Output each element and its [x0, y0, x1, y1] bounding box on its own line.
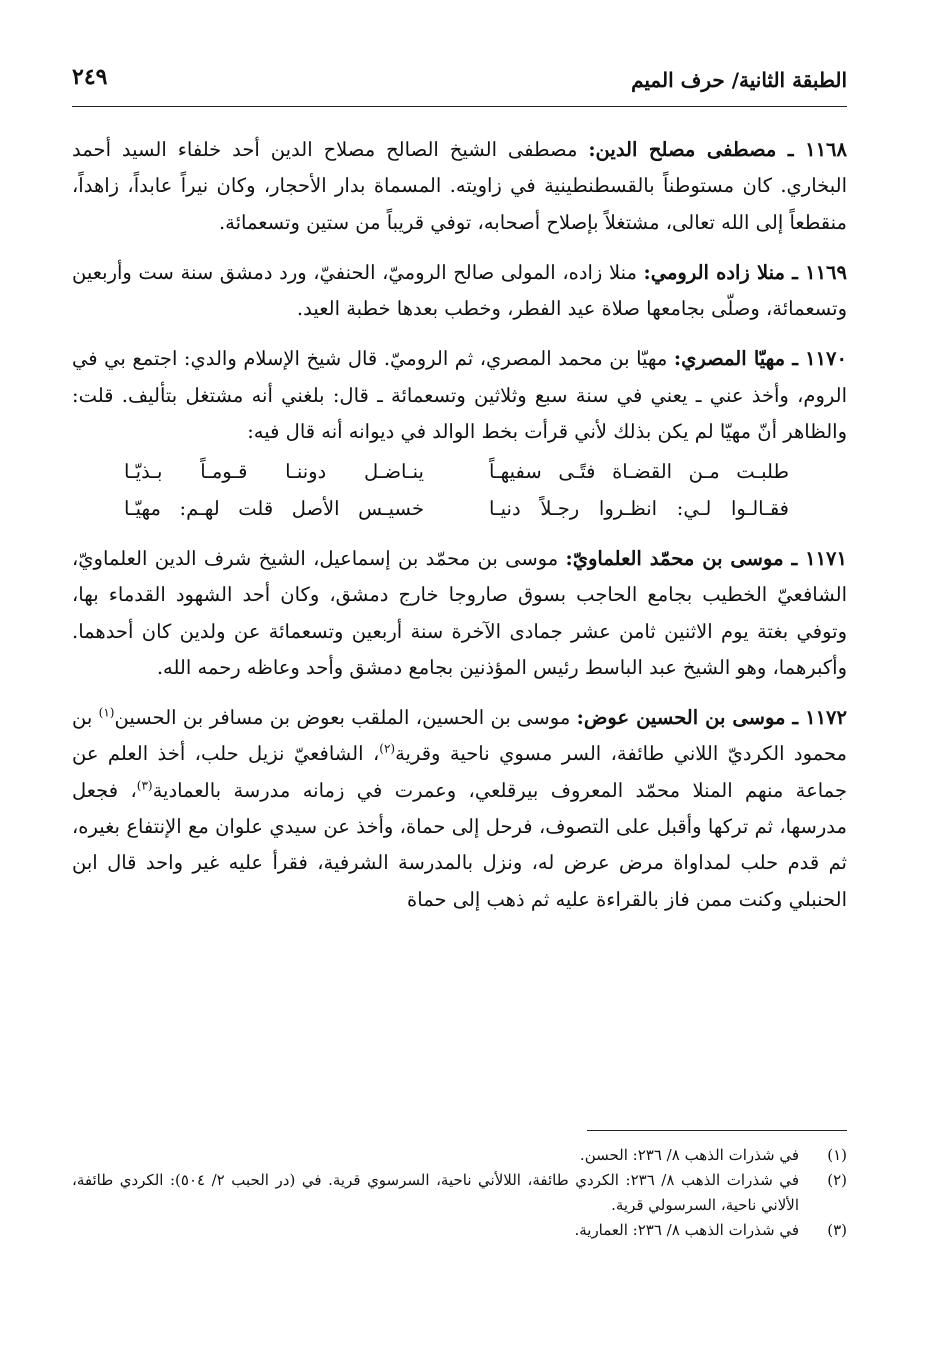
entry-body: ، فجعل مدرسها، ثم تركها وأقبل على التصوف، فرحل إلى حماة، وأخذ عن سيدي علوان مع الإنتفاع بغيره، ثم قدم حلب لمداواة مرض عرض له، ونزل بالمدرسة الشرفية، فقرأ عليه غير واحد قال ابن الحنبلي وكنت ممن فاز بالقراءة عليه ثم ذهب إلى حماة — [72, 778, 847, 911]
footnote-divider — [587, 1130, 847, 1131]
footnote-text: في شذرات الذهب ٨/ ٢٣٦: الكردي طائفة، اللالأني ناحية، السرسوي قرية. في (در الحبب ٢/ ٥٠٤): الكردي طائفة، الألاني ناحية، السرسولي قرية. — [72, 1171, 799, 1214]
footnote — [72, 1218, 847, 1243]
poem-verse — [72, 491, 847, 527]
footnote-number: (٣) — [827, 1221, 847, 1239]
entry-body: بن محمود الكرديّ اللاني طائفة، السر مسوي ناحية وقرية — [72, 706, 847, 766]
entry-body: مصطفى الشيخ الصالح مصلاح الدين أحد خلفاء السيد أحمد البخاري. كان مستوطناً بالقسطنطينية في زاويته. المسماة بدار الأحجار، وكان نيراً عابداً، زاهداً، منقطعاً إلى الله تعالى، مشتغلاً بإصلاح أصحابه، توفي قريباً من ستين وتسعمائة. — [72, 138, 847, 234]
entry-heading: ١١٧٠ ـ مهيّا المصري: — [673, 347, 847, 371]
footnote-text: في شذرات الذهب ٨/ ٢٣٦: العمارية. — [574, 1221, 799, 1239]
entry-body: موسى بن الحسين، الملقب بعوض بن مسافر بن الحسين — [114, 706, 577, 730]
entry-1170 — [72, 341, 847, 450]
entry-body: مهيّا بن محمد المصري، ثم الروميّ. قال شيخ الإسلام والدي: اجتمع بي في الروم، وأخذ عني ـ يعني في سنة سبع وثلاثين وتسعمائة ـ قال: بلغني أنه مشتغل بتأليف. قلت: والظاهر أنّ مهيّا لم يكن بذلك لأني قرأت بخط الوالد في ديوانه أنه قال فيه: — [72, 347, 847, 444]
footnote — [72, 1168, 847, 1218]
hemistich: فقـالـوا لـي: انظـروا رجـلاً دنيـا — [489, 496, 789, 520]
footnotes — [72, 1130, 847, 1243]
footnote-marker[interactable]: (١) — [98, 705, 115, 720]
entry-1168 — [72, 132, 847, 241]
hemistich: طلبـت مـن القضـاة فتًـى سفيهـاً — [489, 460, 789, 484]
entry-1171 — [72, 541, 847, 686]
entry-1172 — [72, 700, 847, 918]
entry-body: ، الشافعيّ نزيل حلب، أخذ العلم عن جماعة منهم المنلا محمّد المعروف بيرقلعي، وعمرت في زمانه مدرسة بالعمادية — [72, 742, 848, 802]
main-text — [72, 132, 847, 932]
entry-1169 — [72, 255, 847, 328]
page-header — [72, 60, 847, 107]
hemistich: ينـاضـل دوننـا قـومـاً بـذيّـا — [124, 460, 424, 484]
footnote-number: (١) — [827, 1146, 847, 1164]
poem-verse — [72, 454, 847, 490]
entry-heading: ١١٧٢ ـ موسى بن الحسين عوض: — [576, 706, 848, 730]
footnote-marker[interactable]: (٣) — [136, 778, 153, 793]
entry-body: موسى بن محمّد بن إسماعيل، الشيخ شرف الدين العلماويّ، الشافعيّ الخطيب بجامع الحاجب بسوق صاروجا خارج دمشق، وكان أحد الشهود القدماء بها، وتوفي بغتة يوم الاثنين ثامن عشر جمادى الآخرة سنة أربعين وتسعمائة عن ولدين كان أحدهما. وأكبرهما، وهو الشيخ عبد الباسط رئيس المؤذنين بجامع دمشق وأحد وعاظه رحمه الله. — [72, 546, 847, 679]
footnote-marker[interactable]: (٢) — [379, 741, 396, 756]
footnote-number: (٢) — [827, 1171, 847, 1189]
poem — [72, 454, 847, 527]
entry-heading: ١١٦٩ ـ منلا زاده الرومي: — [643, 260, 847, 284]
footnote-text: في شذرات الذهب ٨/ ٢٣٦: الحسن. — [579, 1146, 799, 1164]
entry-body: منلا زاده، المولى صالح الروميّ، الحنفيّ، ورد دمشق سنة ست وأربعين وتسعمائة، وصلّى بجامعها صلاة عيد الفطر، وخطب بعدها خطبة العيد. — [72, 260, 847, 321]
entry-heading: ١١٧١ ـ موسى بن محمّد العلماويّ: — [565, 546, 847, 570]
hemistich: خسيـس الأصل قلت لهـم: مهيّـا — [124, 496, 424, 520]
running-title: الطبقة الثانية/ حرف الميم — [631, 68, 847, 92]
page-number: ٢٤٩ — [72, 64, 108, 90]
entry-heading: ١١٦٨ ـ مصطفى مصلح الدين: — [588, 138, 847, 161]
footnote — [72, 1143, 847, 1168]
